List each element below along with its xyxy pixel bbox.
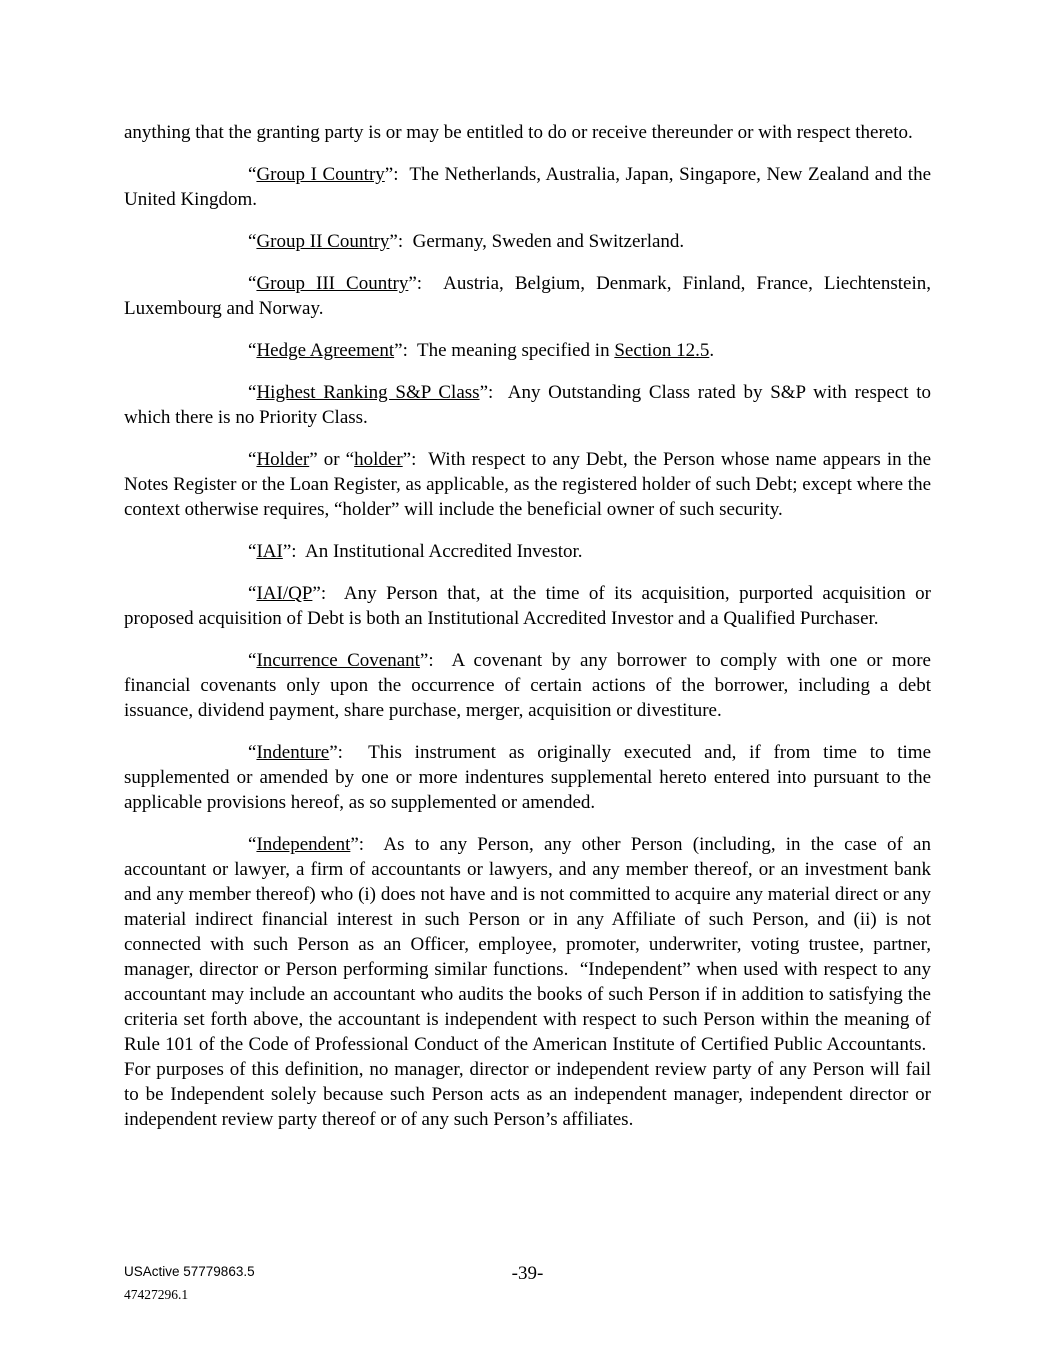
defined-term: Group II Country [256, 231, 390, 252]
text-run: . [709, 340, 715, 361]
defined-term: Group I Country [256, 164, 385, 185]
text-run: “ [248, 231, 257, 252]
text-run: ”: Any Outstanding Class rated by S&P with respect to which there is no Priority Class. [124, 382, 932, 428]
text-run: “ [248, 650, 257, 671]
text-run: ”: A covenant by any borrower to comply with one or more financial covenants only upon the occurrence of certain actions of the borrower, including a debt issuance, dividend payment, share purchase, merger, acquisition or divestiture. [124, 650, 931, 721]
defined-term: Independent [256, 834, 351, 855]
text-run: ”: The meaning specified in [394, 340, 615, 361]
paragraph-independent [124, 832, 931, 1132]
text-run: “ [248, 382, 257, 403]
paragraph-iai [124, 539, 931, 564]
text-run: ”: Austria, Belgium, Denmark, Finland, France, Liechtenstein, Luxembourg and Norway. [124, 273, 931, 319]
footer-doc-id-line1: USActive 57779863.5 [124, 1264, 255, 1279]
text-run: ”: An Institutional Accredited Investor. [282, 541, 583, 562]
text-run: ”: Germany, Sweden and Switzerland. [389, 231, 685, 252]
paragraph-highest-ranking-sp-class [124, 380, 931, 430]
defined-term: IAI [256, 541, 283, 562]
paragraph-group-iii-country [124, 271, 931, 321]
text-run: ” or “ [309, 449, 355, 470]
text-run: “ [248, 449, 257, 470]
defined-term: Section 12.5 [614, 340, 710, 361]
paragraph-hedge-agreement [124, 338, 931, 363]
text-run: ”: Any Person that, at the time of its acquisition, purported acquisition or proposed acquisition of Debt is both an Institutional Accredited Investor and a Qualified Purchaser. [124, 583, 931, 629]
text-run: ”: With respect to any Debt, the Person whose name appears in the Notes Register or the Loan Register, as applicable, as the registered holder of such Debt; except where the context otherwise requires, “holder” will include the beneficial owner of such security. [124, 449, 931, 520]
defined-term: Highest Ranking S&P Class [256, 382, 480, 403]
defined-term: Holder [256, 449, 310, 470]
text-run: “ [248, 273, 257, 294]
text-run: “ [248, 583, 257, 604]
paragraph-holder [124, 447, 931, 522]
defined-term: Hedge Agreement [256, 340, 395, 361]
text-run: “ [248, 541, 257, 562]
paragraph-group-ii-country [124, 229, 931, 254]
paragraph-continuation [124, 120, 931, 145]
paragraph-iai-qp [124, 581, 931, 631]
paragraph-indenture [124, 740, 931, 815]
text-run: “ [248, 164, 257, 185]
footer-doc-id-line2: 47427296.1 [124, 1287, 189, 1302]
document-body [124, 120, 931, 1149]
defined-term: Indenture [256, 742, 330, 763]
text-run: “ [248, 340, 257, 361]
text-run: anything that the granting party is or may be entitled to do or receive thereunder or with respect thereto. [124, 122, 913, 143]
defined-term: Group III Country [256, 273, 409, 294]
paragraph-group-i-country [124, 162, 931, 212]
paragraph-incurrence-covenant [124, 648, 931, 723]
page-number: -39- [511, 1263, 544, 1284]
defined-term: IAI/QP [256, 583, 313, 604]
text-run: “ [248, 834, 257, 855]
text-run: ”: This instrument as originally executed and, if from time to time supplemented or amended by one or more indentures supplemental hereto entered into pursuant to the applicable provisions hereof, as so supplemented or amended. [124, 742, 931, 813]
text-run: ”: The Netherlands, Australia, Japan, Singapore, New Zealand and the United Kingdom. [124, 164, 932, 210]
defined-term: Incurrence Covenant [256, 650, 420, 671]
defined-term: holder [354, 449, 403, 470]
text-run: ”: As to any Person, any other Person (including, in the case of an accountant or lawyer, a firm of accountants or lawyers, and any member thereof, or an investment bank and any member thereof) who (i) does not have and is not committed to acquire any material direct or any material indirect financial interest in such Person or in any Affiliate of such Person, and (ii) is not connected with such Person as an Officer, employee, promoter, underwriter, voting trustee, partner, manager, director or Person performing similar functions. “Independent” when used with respect to any accountant may include an accountant who audits the books of such Person if in addition to satisfying the criteria set forth above, the accountant is independent with respect to such Person within the meaning of Rule 101 of the Code of Professional Conduct of the American Institute of Certified Public Accountants. For purposes of this definition, no manager, director or independent review party of any Person will fail to be Independent solely because such Person acts as an independent manager, independent director or independent review party thereof or of any such Person’s affiliates. [124, 834, 931, 1130]
text-run: “ [248, 742, 257, 763]
